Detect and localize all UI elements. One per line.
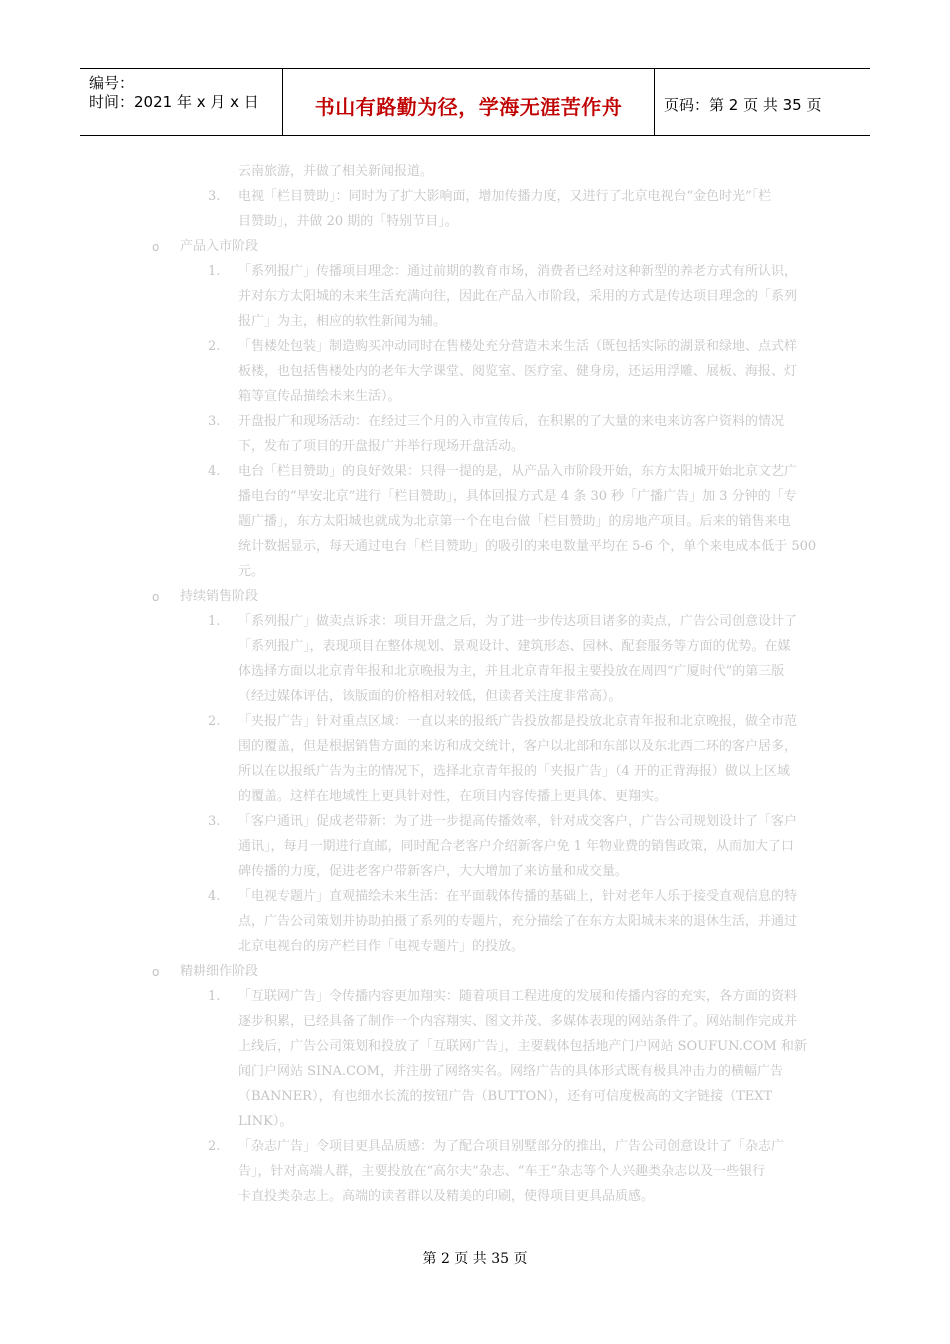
- body-line: 云南旅游，并做了相关新闻报道。: [238, 164, 434, 179]
- section-heading: 精耕细作阶段: [180, 964, 259, 979]
- header-page-cell: [655, 69, 870, 135]
- body-line: 北京电视台的房产栏目作「电视专题片」的投放。: [238, 939, 525, 954]
- list-number: 4.: [208, 464, 221, 479]
- body-line: 碑传播的力度，促进老客户带新客户，大大增加了来访量和成交量。: [238, 864, 629, 879]
- list-number: 2.: [208, 339, 221, 354]
- body-line: 卡直投类杂志上。高端的读者群以及精美的印刷，使得项目更具品质感。: [238, 1189, 655, 1204]
- list-number: 3.: [208, 414, 221, 429]
- document-number-label: 编号：: [89, 74, 135, 92]
- body-line: （经过媒体评估，该版面的价格相对较低，但读者关注度非常高）。: [238, 689, 622, 704]
- header-page-number: 页码：第 2 页 共 35 页: [664, 96, 822, 114]
- body-line: LINK）。: [238, 1114, 293, 1129]
- body-line: 「售楼处包装」制造购买冲动同时在售楼处充分营造未来生活（既包括实际的湖景和绿地、点式样: [238, 339, 798, 354]
- section-heading: 持续销售阶段: [180, 589, 259, 604]
- header-info-cell: [80, 69, 283, 135]
- document-header: [80, 68, 870, 136]
- body-line: 告」，针对高端人群，主要投放在“高尔夫”杂志、“车王”杂志等个人兴趣类杂志以及一些银行: [238, 1164, 766, 1179]
- body-line: 播电台的“早安北京”进行「栏目赞助」，具体回报方式是 4 条 30 秒「广播广告」加 3 分钟的「专: [238, 489, 797, 504]
- body-line: 的覆盖。这样在地域性上更具针对性，在项目内容传播上更具体、更翔实。: [238, 789, 668, 804]
- body-line: 闻门户网站 SINA.COM，并注册了网络实名。网络广告的具体形式既有极具冲击力的横幅广告: [238, 1064, 783, 1079]
- header-motto-cell: [283, 69, 655, 135]
- body-line: 通讯」，每月一期进行直邮，同时配合老客户介绍新客户免 1 年物业费的销售政策，从而加大了口: [238, 839, 795, 854]
- list-number: 1.: [208, 264, 221, 279]
- list-number: 1.: [208, 614, 221, 629]
- page-footer: 第 2 页 共 35 页: [422, 1251, 528, 1267]
- body-line: 「客户通讯」促成老带新：为了进一步提高传播效率，针对成交客户，广告公司规划设计了「客户: [238, 814, 798, 829]
- body-line: 「系列报广」，表现项目在整体规划、景观设计、建筑形态、园林、配套服务等方面的优势。在媒: [238, 639, 791, 654]
- body-line: （BANNER），有也细水长流的按钮广告（BUTTON），还有可信度极高的文字链接（TEXT: [238, 1089, 773, 1104]
- body-line: 板楼，也包括售楼处内的老年大学课堂、阅览室、医疗室、健身房，还运用浮雕、展板、海报、灯: [238, 364, 798, 379]
- body-line: 围的覆盖，但是根据销售方面的来访和成交统计，客户以北部和东部以及东北西二环的客户居多，: [238, 739, 798, 754]
- body-line: 题广播」，东方太阳城也就成为北京第一个在电台做「栏目赞助」的房地产项目。后来的销售来电: [238, 514, 791, 529]
- body-line: 报广」为主，相应的软性新闻为辅。: [238, 314, 447, 329]
- list-number: 1.: [208, 989, 221, 1004]
- body-line: 上线后，广告公司策划和投放了「互联网广告」，主要载体包括地产门户网站 SOUFUN.COM 和新: [238, 1039, 807, 1054]
- body-line: 「互联网广告」令传播内容更加翔实：随着项目工程进度的发展和传播内容的充实，各方面的资料: [238, 989, 798, 1004]
- body-line: 统计数据显示，每天通过电台「栏目赞助」的吸引的来电数量平均在 5-6 个，单个来电成本低于 500: [238, 539, 817, 554]
- body-line: 下，发布了项目的开盘报广并举行现场开盘活动。: [238, 439, 525, 454]
- body-line: 目赞助」，并做 20 期的「特别节目」。: [238, 214, 458, 229]
- body-line: 开盘报广和现场活动：在经过三个月的入市宣传后，在积累的了大量的来电来访客户资料的情况: [238, 414, 785, 429]
- list-number: 2.: [208, 714, 221, 729]
- body-line: 所以在以报纸广告为主的情况下，选择北京青年报的「夹报广告」（4 开的正背海报）做以上区域: [238, 764, 790, 779]
- body-line: 「夹报广告」针对重点区域：一直以来的报纸广告投放都是投放北京青年报和北京晚报，做全市范: [238, 714, 798, 729]
- document-date-label: 时间：2021 年 x 月 x 日: [89, 93, 259, 111]
- list-number: 2.: [208, 1139, 221, 1154]
- body-line: 箱等宣传品描绘未来生活）。: [238, 389, 401, 404]
- body-line: 点，广告公司策划并协助拍摄了系列的专题片，充分描绘了在东方太阳城未来的退休生活，并通过: [238, 914, 798, 929]
- header-motto: 书山有路勤为径，学海无涯苦作舟: [314, 95, 623, 119]
- body-line: 「系列报广」做卖点诉求：项目开盘之后，为了进一步传达项目诸多的卖点，广告公司创意设计了: [238, 614, 798, 629]
- body-line: 电台「栏目赞助」的良好效果：只得一提的是，从产品入市阶段开始，东方太阳城开始北京文艺广: [238, 464, 798, 479]
- list-number: 3.: [208, 814, 221, 829]
- body-line: 逐步积累，已经具备了制作一个内容翔实、图文并茂、多媒体表现的网站条件了。网站制作完成并: [238, 1014, 798, 1029]
- section-bullet: o: [152, 965, 160, 979]
- list-number: 3.: [208, 189, 221, 204]
- section-bullet: o: [152, 240, 160, 254]
- body-line: 体选择方面以北京青年报和北京晚报为主，并且北京青年报主要投放在周四“广厦时代”的第三版: [238, 664, 785, 679]
- section-bullet: o: [152, 590, 160, 604]
- body-line: 「系列报广」传播项目理念：通过前期的教育市场，消费者已经对这种新型的养老方式有所认识，: [238, 264, 798, 279]
- section-heading: 产品入市阶段: [180, 239, 259, 254]
- list-number: 4.: [208, 889, 221, 904]
- body-line: 「电视专题片」直观描绘未来生活：在平面载体传播的基础上，针对老年人乐于接受直观信息的特: [238, 889, 798, 904]
- body-line: 电视「栏目赞助」：同时为了扩大影响面，增加传播力度，又进行了北京电视台“金色时光”「栏: [238, 189, 772, 204]
- body-line: 并对东方太阳城的未来生活充满向往，因此在产品入市阶段，采用的方式是传达项目理念的「系列: [238, 289, 798, 304]
- body-line: 「杂志广告」令项目更具品质感：为了配合项目别墅部分的推出，广告公司创意设计了「杂志广: [238, 1139, 785, 1154]
- body-line: 元。: [238, 564, 265, 579]
